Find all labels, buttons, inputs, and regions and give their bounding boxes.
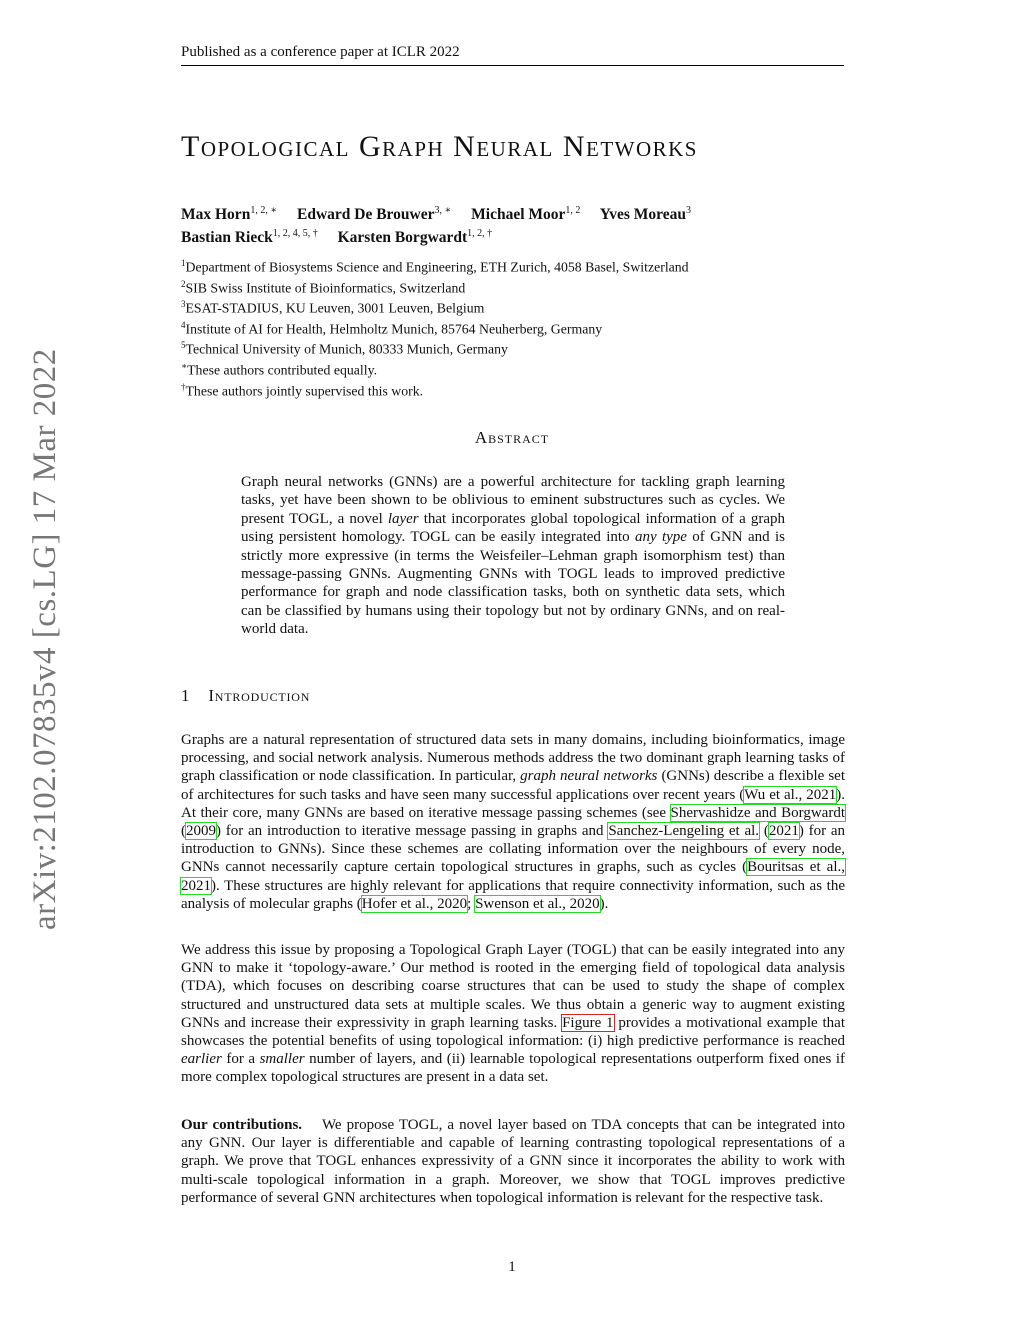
author-line-2 bbox=[181, 224, 844, 247]
author: Max Horn$^{1, 2, ∗}$ bbox=[181, 205, 278, 224]
abstract-body: Graph neural networks (GNNs) are a powerful architecture for tackling graph learning tasks, yet have been shown to be oblivious to eminent substructures such as cycles. We present TOGL, a novel layer that incorporates global topological information of a graph using persistent homology. TOGL can be easily integrated into any type of GNN and is strictly more expressive (in terms the Weisfeiler–Lehman graph isomorphism test) than message-passing GNNs. Augmenting GNNs with TOGL leads to improved predictive performance for graph and node classification tasks, both on synthetic data sets, which can be classified by humans using their topology but not by ordinary GNNs, and on real-world data. bbox=[241, 474, 786, 638]
author: Michael Moor$^{1, 2}$ bbox=[471, 205, 581, 224]
author-list bbox=[181, 201, 844, 247]
arxiv-stamp: arXiv:2102.07835v4 [cs.LG] 17 Mar 2022 bbox=[26, 348, 63, 930]
section-heading-introduction bbox=[181, 686, 310, 706]
paper-title: Topological Graph Neural Networks bbox=[181, 130, 698, 163]
affiliation: $^3$ESAT-STADIUS, KU Leuven, 3001 Leuven, Belgium bbox=[181, 299, 485, 316]
section-title: Introduction bbox=[208, 686, 311, 705]
figure-reference-link[interactable]: Figure 1 bbox=[562, 1014, 614, 1031]
citation-link[interactable]: Sanchez-Lengeling et al. bbox=[608, 823, 760, 840]
citation-link[interactable]: Bouritsas et al., 2021 bbox=[181, 859, 845, 894]
author: Karsten Borgwardt$^{1, 2, \dagger}$ bbox=[337, 228, 493, 247]
author: Edward De Brouwer$^{3, ∗}$ bbox=[296, 205, 452, 224]
affiliation: $^4$Institute of AI for Health, Helmholtz Munich, 85764 Neuherberg, Germany bbox=[181, 319, 603, 337]
citation-link[interactable]: Wu et al., 2021 bbox=[744, 786, 837, 803]
affiliation-list bbox=[181, 255, 689, 399]
citation-year-link[interactable]: 2021 bbox=[768, 823, 799, 840]
intro-paragraph-1: Graphs are a natural representation of structured data sets in many domains, including bioinformatics, image processing, and social network analysis. Numerous methods address the two dominant graph learning tasks of graph classification or node classification. In particular, graph neural networks (GNNs) describe a flexible set of architectures for such tasks and have seen many successful applications over recent years (Wu et al., 2021). At their core, many GNNs are based on iterative message passing schemes (see Shervashidze and Borgwardt (2009) for an introduction to iterative message passing in graphs and Sanchez-Lengeling et al. (2021) for an introduction to GNNs). Since these schemes are collating information over the neighbours of every node, GNNs cannot necessarily capture certain topological structures in graphs, such as cycles (Bouritsas et al., 2021). These structures are highly relevant for applications that require connectivity information, such as the analysis of molecular graphs (Hofer et al., 2020; Swenson et al., 2020). bbox=[181, 732, 845, 912]
author: Bastian Rieck$^{1, 2, 4, 5, \dagger}$ bbox=[181, 228, 318, 247]
citation-link[interactable]: Hofer et al., 2020 bbox=[361, 895, 468, 912]
abstract-heading: Abstract bbox=[474, 428, 550, 447]
section-number: 1 bbox=[181, 686, 191, 705]
affiliation: $^1$Department of Biosystems Science and Engineering, ETH Zurich, 4058 Basel, Switzerland bbox=[181, 258, 689, 275]
citation-link[interactable]: Swenson et al., 2020 bbox=[475, 895, 600, 912]
header-rule bbox=[181, 65, 844, 66]
joint-supervision-note: †These authors jointly supervised this work. bbox=[181, 381, 424, 399]
author: Yves Moreau$^3$ bbox=[599, 205, 691, 224]
running-header: Published as a conference paper at ICLR 2022 bbox=[181, 44, 460, 60]
author-line-1 bbox=[181, 201, 844, 224]
equal-contribution-note: ∗These authors contributed equally. bbox=[181, 360, 378, 378]
contributions-lead: Our contributions. bbox=[181, 1117, 303, 1133]
intro-paragraph-2: We address this issue by proposing a Topological Graph Layer (TOGL) that can be easily integrated into any GNN to make it ‘topology-aware.’ Our method is rooted in the emerging field of topological data analysis (TDA), which focuses on describing coarse structures that can be used to study the shape of complex structured and unstructured data sets at multiple scales. We thus obtain a generic way to augment existing GNNs and increase their expressivity in graph learning tasks. Figure 1 provides a motivational example that showcases the potential benefits of using topological information: (i) high predictive performance is reached earlier for a smaller number of layers, and (ii) learnable topological representations outperform fixed ones if more complex topological structures are present in a data set. bbox=[181, 942, 845, 1086]
contributions-paragraph: Our contributions. We propose TOGL, a novel layer based on TDA concepts that can be integrated into any GNN. Our layer is differentiable and capable of learning contrasting topological representations of a graph. We prove that TOGL enhances expressivity of a GNN since it incorporates the ability to work with multi-scale topological information in a graph. Moreover, we show that TOGL improves predictive performance of several GNN architectures when topological information is relevant for the respective task. bbox=[181, 1117, 845, 1206]
affiliation: $^2$SIB Swiss Institute of Bioinformatics, Switzerland bbox=[181, 278, 466, 296]
citation-year-link[interactable]: 2009 bbox=[186, 823, 216, 840]
page-number: 1 bbox=[508, 1259, 516, 1275]
citation-link[interactable]: Shervashidze and Borgwardt bbox=[670, 804, 845, 821]
affiliation: $^5$Technical University of Munich, 80333 Munich, Germany bbox=[181, 340, 508, 357]
